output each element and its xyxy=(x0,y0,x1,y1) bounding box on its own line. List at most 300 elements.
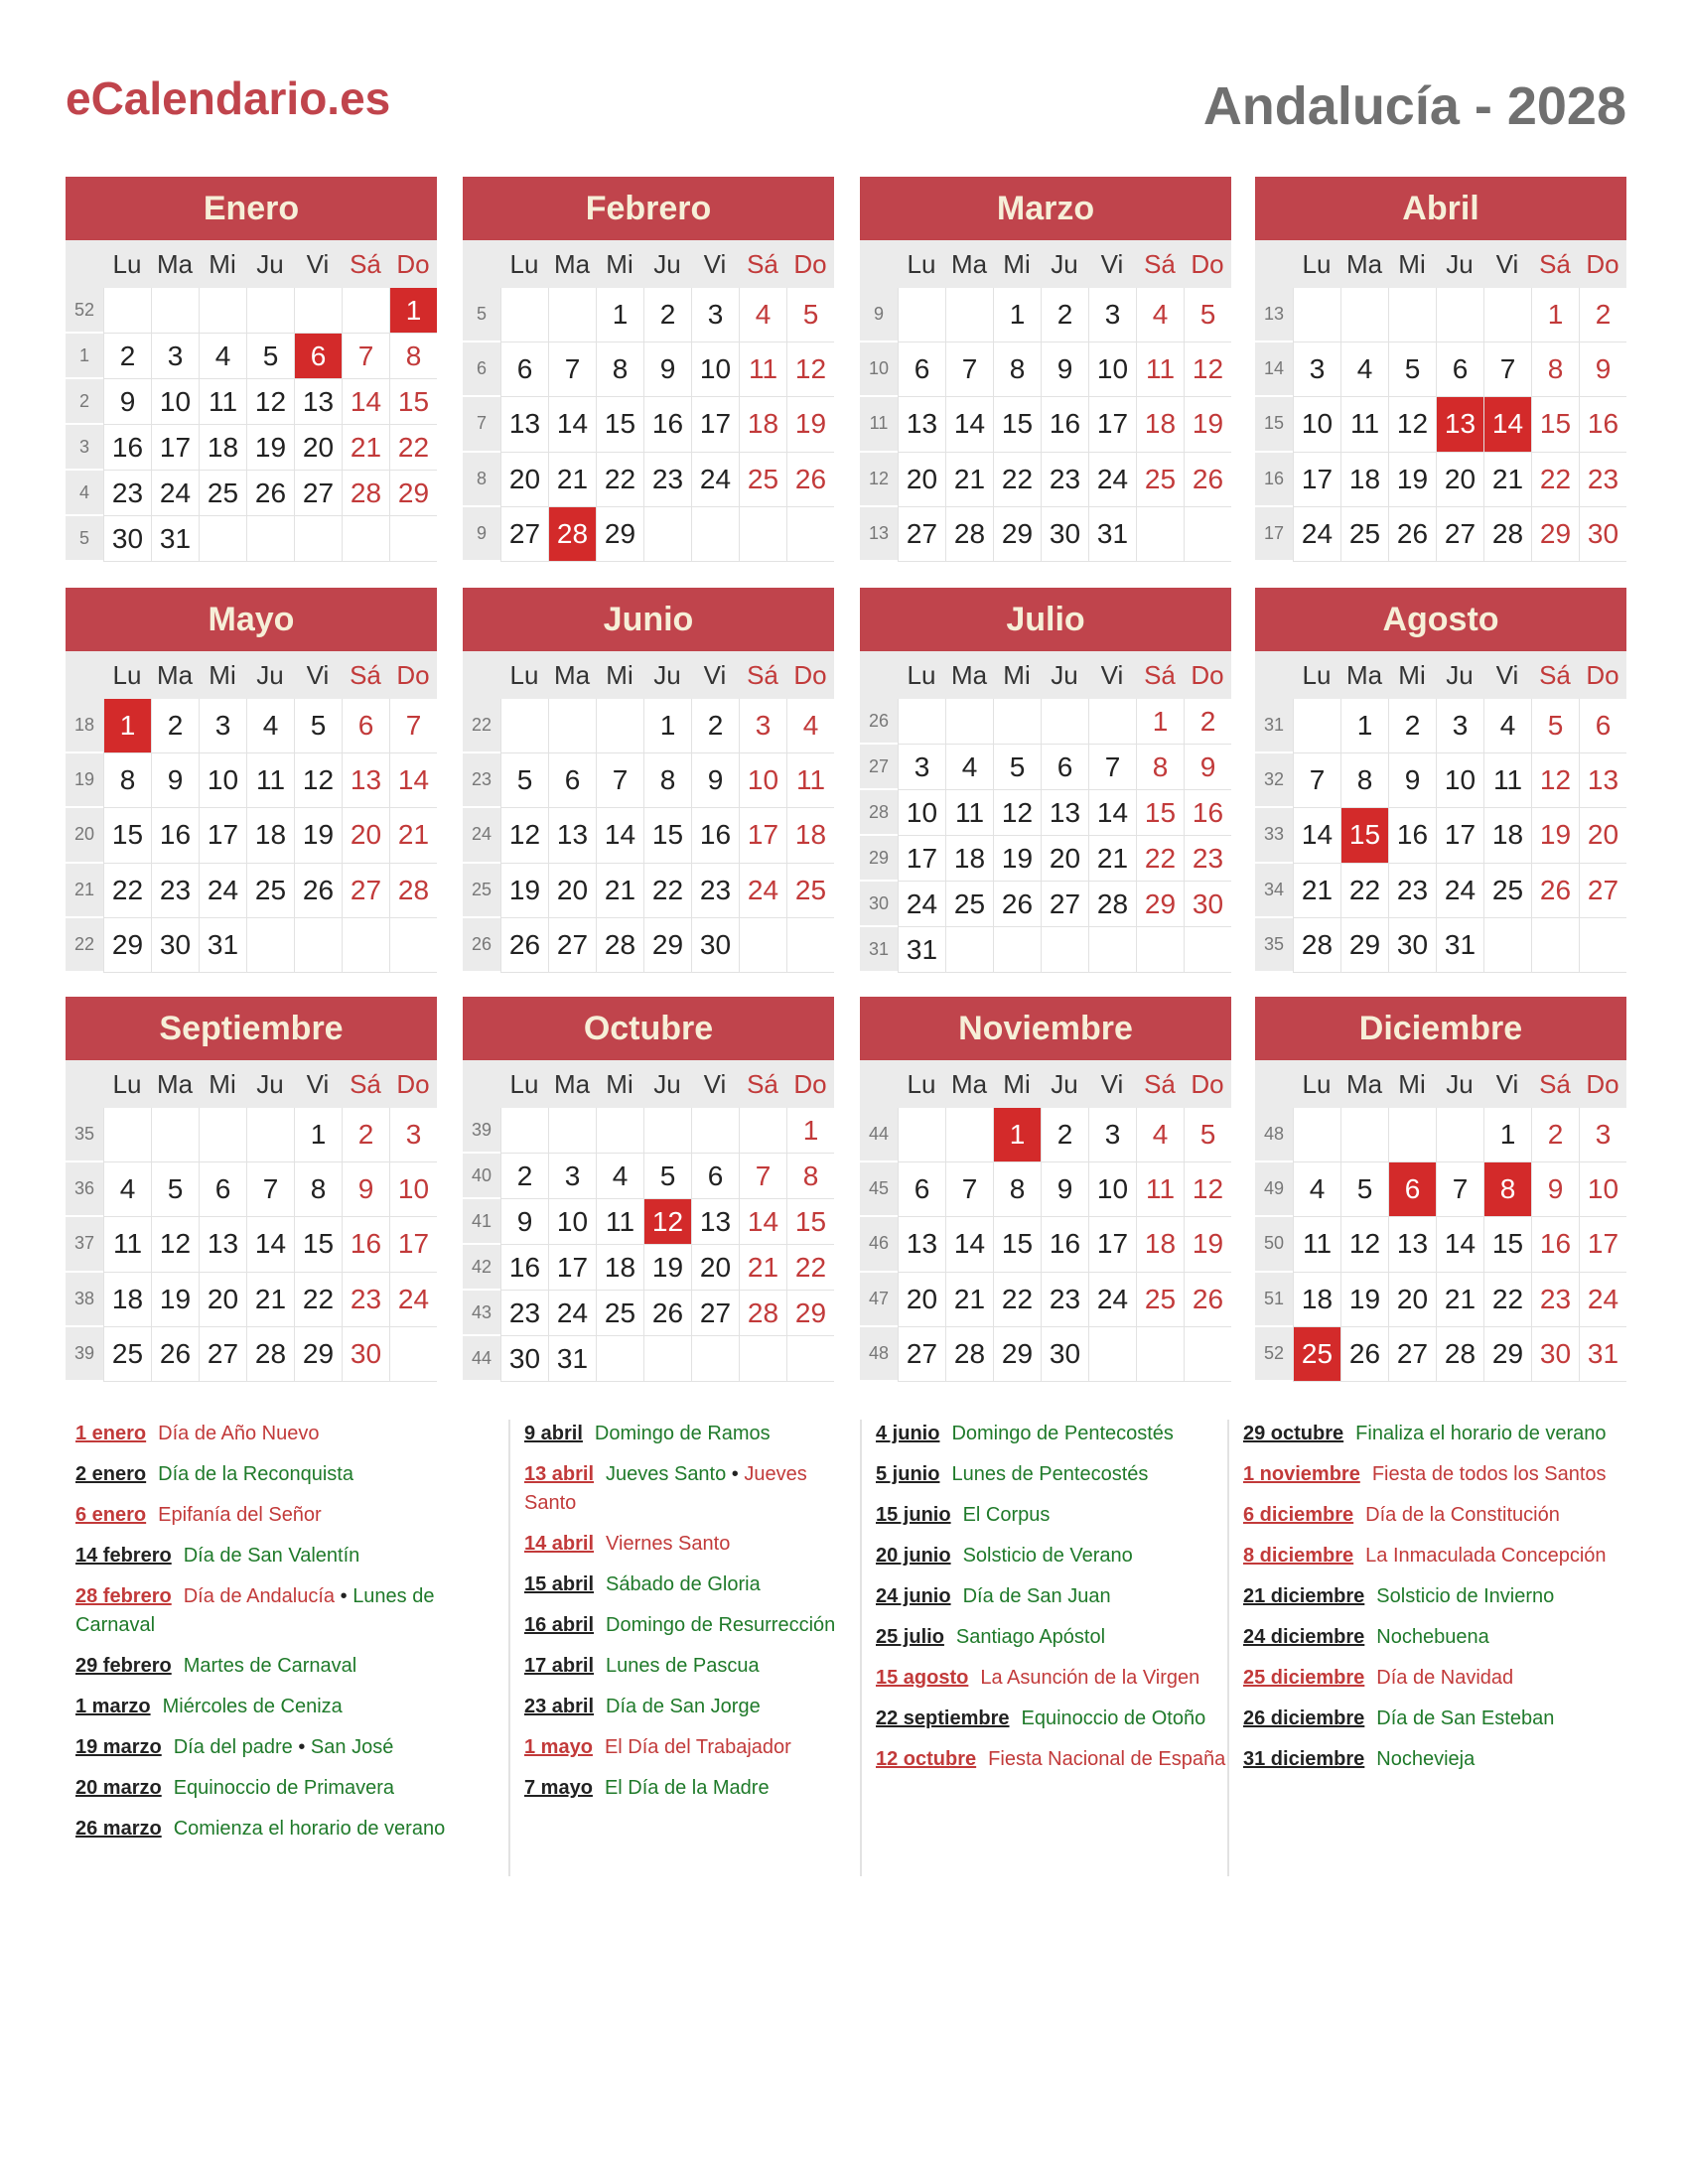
day-cell[interactable]: 12 xyxy=(1184,1162,1231,1217)
day-cell[interactable]: 15 xyxy=(993,1217,1041,1272)
day-cell[interactable]: 5 xyxy=(151,1162,199,1217)
day-cell[interactable]: 1 xyxy=(596,288,643,342)
day-cell[interactable]: 13 xyxy=(898,397,945,452)
day-cell[interactable]: 18 xyxy=(1136,1217,1184,1272)
day-cell[interactable]: 4 xyxy=(739,288,786,342)
day-cell[interactable]: 9 xyxy=(691,753,739,808)
day-cell[interactable]: 3 xyxy=(1088,1108,1136,1162)
day-cell[interactable]: 30 xyxy=(500,1336,548,1382)
event-date[interactable]: 1 noviembre xyxy=(1243,1463,1360,1485)
day-cell[interactable]: 22 xyxy=(643,864,691,918)
day-cell[interactable]: 23 xyxy=(500,1291,548,1336)
day-cell[interactable]: 9 xyxy=(500,1199,548,1245)
day-cell[interactable]: 2 xyxy=(151,699,199,753)
day-cell[interactable]: 2 xyxy=(342,1108,389,1162)
day-cell[interactable]: 7 xyxy=(246,1162,294,1217)
event-date[interactable]: 8 diciembre xyxy=(1243,1545,1354,1567)
event-date[interactable]: 15 agosto xyxy=(876,1667,969,1689)
day-cell[interactable]: 8 xyxy=(596,342,643,397)
day-cell[interactable]: 29 xyxy=(1531,507,1579,562)
day-cell[interactable]: 11 xyxy=(945,790,993,836)
day-cell[interactable]: 17 xyxy=(1579,1217,1626,1272)
day-cell[interactable]: 20 xyxy=(1041,836,1088,882)
day-cell[interactable]: 11 xyxy=(1136,1162,1184,1217)
day-cell[interactable]: 14 xyxy=(945,397,993,452)
day-cell[interactable]: 13 xyxy=(898,1217,945,1272)
day-cell[interactable]: 17 xyxy=(199,808,246,863)
day-cell[interactable]: 6 xyxy=(1436,342,1483,397)
day-cell[interactable]: 3 xyxy=(389,1108,437,1162)
day-cell[interactable]: 9 xyxy=(1041,1162,1088,1217)
day-cell[interactable]: 27 xyxy=(1436,507,1483,562)
day-cell[interactable]: 21 xyxy=(389,808,437,863)
day-cell[interactable]: 16 xyxy=(1531,1217,1579,1272)
day-cell[interactable]: 28 xyxy=(1483,507,1531,562)
day-cell[interactable]: 11 xyxy=(786,753,834,808)
day-cell[interactable]: 7 xyxy=(389,699,437,753)
event-date[interactable]: 20 junio xyxy=(876,1545,951,1567)
day-cell[interactable]: 11 xyxy=(1136,342,1184,397)
day-cell[interactable]: 24 xyxy=(199,864,246,918)
day-cell[interactable]: 24 xyxy=(1579,1273,1626,1327)
day-cell[interactable]: 31 xyxy=(1436,918,1483,973)
day-cell[interactable]: 24 xyxy=(898,882,945,927)
day-cell[interactable]: 9 xyxy=(1579,342,1626,397)
day-cell[interactable]: 2 xyxy=(1041,288,1088,342)
day-cell[interactable]: 23 xyxy=(1531,1273,1579,1327)
day-cell[interactable]: 4 xyxy=(786,699,834,753)
day-cell[interactable]: 7 xyxy=(1293,753,1340,808)
holiday-day[interactable]: 12 xyxy=(643,1199,691,1245)
day-cell[interactable]: 9 xyxy=(643,342,691,397)
event-date[interactable]: 22 septiembre xyxy=(876,1707,1010,1729)
day-cell[interactable]: 5 xyxy=(993,745,1041,790)
day-cell[interactable]: 24 xyxy=(1088,453,1136,507)
day-cell[interactable]: 29 xyxy=(786,1291,834,1336)
day-cell[interactable]: 9 xyxy=(1041,342,1088,397)
day-cell[interactable]: 5 xyxy=(1184,1108,1231,1162)
day-cell[interactable]: 21 xyxy=(596,864,643,918)
day-cell[interactable]: 25 xyxy=(1136,1273,1184,1327)
day-cell[interactable]: 1 xyxy=(786,1108,834,1154)
day-cell[interactable]: 4 xyxy=(596,1154,643,1199)
event-date[interactable]: 29 octubre xyxy=(1243,1423,1344,1444)
day-cell[interactable]: 13 xyxy=(1388,1217,1436,1272)
day-cell[interactable]: 13 xyxy=(1041,790,1088,836)
day-cell[interactable]: 22 xyxy=(103,864,151,918)
day-cell[interactable]: 6 xyxy=(199,1162,246,1217)
day-cell[interactable]: 19 xyxy=(151,1273,199,1327)
event-date[interactable]: 24 junio xyxy=(876,1585,951,1607)
day-cell[interactable]: 15 xyxy=(389,379,437,425)
holiday-day[interactable]: 6 xyxy=(294,334,342,379)
day-cell[interactable]: 21 xyxy=(739,1245,786,1291)
day-cell[interactable]: 10 xyxy=(548,1199,596,1245)
day-cell[interactable]: 13 xyxy=(199,1217,246,1272)
day-cell[interactable]: 9 xyxy=(1531,1162,1579,1217)
day-cell[interactable]: 2 xyxy=(1184,699,1231,745)
day-cell[interactable]: 6 xyxy=(548,753,596,808)
day-cell[interactable]: 26 xyxy=(151,1327,199,1382)
day-cell[interactable]: 1 xyxy=(1483,1108,1531,1162)
day-cell[interactable]: 19 xyxy=(1388,453,1436,507)
day-cell[interactable]: 22 xyxy=(389,425,437,471)
event-date[interactable]: 25 diciembre xyxy=(1243,1667,1365,1689)
day-cell[interactable]: 29 xyxy=(1136,882,1184,927)
day-cell[interactable]: 8 xyxy=(1136,745,1184,790)
day-cell[interactable]: 8 xyxy=(786,1154,834,1199)
day-cell[interactable]: 23 xyxy=(691,864,739,918)
day-cell[interactable]: 24 xyxy=(389,1273,437,1327)
day-cell[interactable]: 18 xyxy=(1136,397,1184,452)
day-cell[interactable]: 15 xyxy=(643,808,691,863)
day-cell[interactable]: 20 xyxy=(1388,1273,1436,1327)
day-cell[interactable]: 8 xyxy=(103,753,151,808)
event-date[interactable]: 25 julio xyxy=(876,1626,944,1648)
day-cell[interactable]: 25 xyxy=(945,882,993,927)
day-cell[interactable]: 14 xyxy=(342,379,389,425)
event-date[interactable]: 12 octubre xyxy=(876,1748,977,1770)
day-cell[interactable]: 26 xyxy=(1388,507,1436,562)
day-cell[interactable]: 11 xyxy=(199,379,246,425)
day-cell[interactable]: 3 xyxy=(548,1154,596,1199)
day-cell[interactable]: 18 xyxy=(739,397,786,452)
day-cell[interactable]: 10 xyxy=(739,753,786,808)
day-cell[interactable]: 21 xyxy=(548,453,596,507)
day-cell[interactable]: 14 xyxy=(1293,808,1340,863)
day-cell[interactable]: 13 xyxy=(342,753,389,808)
day-cell[interactable]: 30 xyxy=(151,918,199,973)
day-cell[interactable]: 28 xyxy=(246,1327,294,1382)
day-cell[interactable]: 5 xyxy=(294,699,342,753)
day-cell[interactable]: 14 xyxy=(389,753,437,808)
day-cell[interactable]: 19 xyxy=(1184,1217,1231,1272)
day-cell[interactable]: 4 xyxy=(1293,1162,1340,1217)
day-cell[interactable]: 24 xyxy=(1436,864,1483,918)
day-cell[interactable]: 14 xyxy=(1088,790,1136,836)
day-cell[interactable]: 14 xyxy=(548,397,596,452)
day-cell[interactable]: 16 xyxy=(103,425,151,471)
day-cell[interactable]: 22 xyxy=(1483,1273,1531,1327)
event-date[interactable]: 5 junio xyxy=(876,1463,940,1485)
day-cell[interactable]: 26 xyxy=(1184,453,1231,507)
day-cell[interactable]: 31 xyxy=(898,927,945,973)
day-cell[interactable]: 12 xyxy=(1531,753,1579,808)
day-cell[interactable]: 14 xyxy=(246,1217,294,1272)
day-cell[interactable]: 6 xyxy=(500,342,548,397)
day-cell[interactable]: 16 xyxy=(643,397,691,452)
day-cell[interactable]: 25 xyxy=(199,471,246,516)
day-cell[interactable]: 4 xyxy=(1483,699,1531,753)
day-cell[interactable]: 13 xyxy=(294,379,342,425)
day-cell[interactable]: 28 xyxy=(945,507,993,562)
day-cell[interactable]: 5 xyxy=(1531,699,1579,753)
day-cell[interactable]: 7 xyxy=(945,1162,993,1217)
day-cell[interactable]: 12 xyxy=(500,808,548,863)
event-date[interactable]: 19 marzo xyxy=(75,1736,162,1758)
event-date[interactable]: 6 enero xyxy=(75,1504,147,1526)
event-date[interactable]: 26 marzo xyxy=(75,1818,162,1840)
day-cell[interactable]: 5 xyxy=(643,1154,691,1199)
day-cell[interactable]: 4 xyxy=(1136,288,1184,342)
event-date[interactable]: 14 abril xyxy=(524,1533,595,1555)
day-cell[interactable]: 5 xyxy=(1184,288,1231,342)
day-cell[interactable]: 25 xyxy=(1340,507,1388,562)
day-cell[interactable]: 24 xyxy=(151,471,199,516)
day-cell[interactable]: 18 xyxy=(1483,808,1531,863)
day-cell[interactable]: 30 xyxy=(1184,882,1231,927)
day-cell[interactable]: 16 xyxy=(1041,397,1088,452)
day-cell[interactable]: 30 xyxy=(103,516,151,562)
day-cell[interactable]: 8 xyxy=(389,334,437,379)
day-cell[interactable]: 2 xyxy=(103,334,151,379)
event-date[interactable]: 21 diciembre xyxy=(1243,1585,1365,1607)
day-cell[interactable]: 1 xyxy=(993,288,1041,342)
day-cell[interactable]: 19 xyxy=(1531,808,1579,863)
day-cell[interactable]: 19 xyxy=(1340,1273,1388,1327)
holiday-day[interactable]: 1 xyxy=(993,1108,1041,1162)
day-cell[interactable]: 6 xyxy=(342,699,389,753)
day-cell[interactable]: 19 xyxy=(246,425,294,471)
day-cell[interactable]: 8 xyxy=(643,753,691,808)
day-cell[interactable]: 20 xyxy=(500,453,548,507)
day-cell[interactable]: 10 xyxy=(691,342,739,397)
day-cell[interactable]: 26 xyxy=(1340,1327,1388,1382)
day-cell[interactable]: 9 xyxy=(151,753,199,808)
day-cell[interactable]: 20 xyxy=(1579,808,1626,863)
day-cell[interactable]: 29 xyxy=(1483,1327,1531,1382)
day-cell[interactable]: 27 xyxy=(1388,1327,1436,1382)
day-cell[interactable]: 20 xyxy=(898,1273,945,1327)
day-cell[interactable]: 26 xyxy=(786,453,834,507)
day-cell[interactable]: 4 xyxy=(945,745,993,790)
holiday-day[interactable]: 25 xyxy=(1293,1327,1340,1382)
day-cell[interactable]: 15 xyxy=(1136,790,1184,836)
day-cell[interactable]: 14 xyxy=(739,1199,786,1245)
day-cell[interactable]: 25 xyxy=(1136,453,1184,507)
day-cell[interactable]: 10 xyxy=(199,753,246,808)
day-cell[interactable]: 11 xyxy=(246,753,294,808)
day-cell[interactable]: 7 xyxy=(1436,1162,1483,1217)
day-cell[interactable]: 18 xyxy=(1340,453,1388,507)
event-date[interactable]: 15 junio xyxy=(876,1504,951,1526)
day-cell[interactable]: 26 xyxy=(500,918,548,973)
day-cell[interactable]: 15 xyxy=(993,397,1041,452)
day-cell[interactable]: 23 xyxy=(643,453,691,507)
day-cell[interactable]: 2 xyxy=(500,1154,548,1199)
holiday-day[interactable]: 1 xyxy=(389,288,437,334)
day-cell[interactable]: 24 xyxy=(1293,507,1340,562)
day-cell[interactable]: 1 xyxy=(1531,288,1579,342)
day-cell[interactable]: 26 xyxy=(1531,864,1579,918)
day-cell[interactable]: 16 xyxy=(500,1245,548,1291)
day-cell[interactable]: 18 xyxy=(596,1245,643,1291)
day-cell[interactable]: 25 xyxy=(1483,864,1531,918)
day-cell[interactable]: 23 xyxy=(1041,453,1088,507)
day-cell[interactable]: 13 xyxy=(548,808,596,863)
day-cell[interactable]: 30 xyxy=(691,918,739,973)
event-date[interactable]: 23 abril xyxy=(524,1696,595,1717)
day-cell[interactable]: 15 xyxy=(294,1217,342,1272)
day-cell[interactable]: 19 xyxy=(786,397,834,452)
day-cell[interactable]: 12 xyxy=(294,753,342,808)
day-cell[interactable]: 20 xyxy=(294,425,342,471)
day-cell[interactable]: 5 xyxy=(500,753,548,808)
event-date[interactable]: 6 diciembre xyxy=(1243,1504,1354,1526)
day-cell[interactable]: 29 xyxy=(1340,918,1388,973)
day-cell[interactable]: 12 xyxy=(1340,1217,1388,1272)
day-cell[interactable]: 5 xyxy=(1340,1162,1388,1217)
day-cell[interactable]: 25 xyxy=(739,453,786,507)
day-cell[interactable]: 8 xyxy=(993,1162,1041,1217)
day-cell[interactable]: 11 xyxy=(1483,753,1531,808)
day-cell[interactable]: 8 xyxy=(993,342,1041,397)
day-cell[interactable]: 3 xyxy=(1436,699,1483,753)
holiday-day[interactable]: 15 xyxy=(1340,808,1388,863)
day-cell[interactable]: 14 xyxy=(596,808,643,863)
holiday-day[interactable]: 14 xyxy=(1483,397,1531,452)
day-cell[interactable]: 3 xyxy=(898,745,945,790)
day-cell[interactable]: 6 xyxy=(1579,699,1626,753)
day-cell[interactable]: 21 xyxy=(1436,1273,1483,1327)
day-cell[interactable]: 27 xyxy=(342,864,389,918)
day-cell[interactable]: 7 xyxy=(739,1154,786,1199)
day-cell[interactable]: 16 xyxy=(1388,808,1436,863)
day-cell[interactable]: 16 xyxy=(1579,397,1626,452)
day-cell[interactable]: 4 xyxy=(1136,1108,1184,1162)
day-cell[interactable]: 23 xyxy=(1041,1273,1088,1327)
day-cell[interactable]: 3 xyxy=(1293,342,1340,397)
day-cell[interactable]: 28 xyxy=(945,1327,993,1382)
day-cell[interactable]: 6 xyxy=(898,342,945,397)
day-cell[interactable]: 12 xyxy=(993,790,1041,836)
day-cell[interactable]: 26 xyxy=(1184,1273,1231,1327)
day-cell[interactable]: 29 xyxy=(643,918,691,973)
day-cell[interactable]: 15 xyxy=(596,397,643,452)
day-cell[interactable]: 16 xyxy=(1041,1217,1088,1272)
day-cell[interactable]: 15 xyxy=(103,808,151,863)
day-cell[interactable]: 10 xyxy=(1579,1162,1626,1217)
day-cell[interactable]: 21 xyxy=(1293,864,1340,918)
day-cell[interactable]: 10 xyxy=(151,379,199,425)
day-cell[interactable]: 12 xyxy=(246,379,294,425)
holiday-day[interactable]: 8 xyxy=(1483,1162,1531,1217)
day-cell[interactable]: 29 xyxy=(103,918,151,973)
day-cell[interactable]: 30 xyxy=(1041,1327,1088,1382)
day-cell[interactable]: 21 xyxy=(342,425,389,471)
day-cell[interactable]: 3 xyxy=(1088,288,1136,342)
day-cell[interactable]: 29 xyxy=(993,1327,1041,1382)
event-date[interactable]: 13 abril xyxy=(524,1463,595,1485)
day-cell[interactable]: 28 xyxy=(342,471,389,516)
day-cell[interactable]: 27 xyxy=(691,1291,739,1336)
day-cell[interactable]: 22 xyxy=(596,453,643,507)
day-cell[interactable]: 19 xyxy=(993,836,1041,882)
day-cell[interactable]: 9 xyxy=(342,1162,389,1217)
day-cell[interactable]: 25 xyxy=(596,1291,643,1336)
day-cell[interactable]: 22 xyxy=(1531,453,1579,507)
day-cell[interactable]: 15 xyxy=(786,1199,834,1245)
day-cell[interactable]: 7 xyxy=(1483,342,1531,397)
day-cell[interactable]: 6 xyxy=(898,1162,945,1217)
event-date[interactable]: 20 marzo xyxy=(75,1777,162,1799)
day-cell[interactable]: 4 xyxy=(1340,342,1388,397)
day-cell[interactable]: 15 xyxy=(1483,1217,1531,1272)
day-cell[interactable]: 18 xyxy=(786,808,834,863)
day-cell[interactable]: 4 xyxy=(199,334,246,379)
day-cell[interactable]: 12 xyxy=(1388,397,1436,452)
day-cell[interactable]: 21 xyxy=(945,453,993,507)
day-cell[interactable]: 27 xyxy=(898,507,945,562)
day-cell[interactable]: 3 xyxy=(199,699,246,753)
day-cell[interactable]: 5 xyxy=(246,334,294,379)
day-cell[interactable]: 23 xyxy=(342,1273,389,1327)
day-cell[interactable]: 27 xyxy=(294,471,342,516)
day-cell[interactable]: 30 xyxy=(1531,1327,1579,1382)
day-cell[interactable]: 29 xyxy=(294,1327,342,1382)
day-cell[interactable]: 13 xyxy=(1579,753,1626,808)
day-cell[interactable]: 17 xyxy=(1088,1217,1136,1272)
day-cell[interactable]: 31 xyxy=(548,1336,596,1382)
day-cell[interactable]: 27 xyxy=(1579,864,1626,918)
day-cell[interactable]: 10 xyxy=(1293,397,1340,452)
event-date[interactable]: 7 mayo xyxy=(524,1777,593,1799)
day-cell[interactable]: 10 xyxy=(1088,1162,1136,1217)
day-cell[interactable]: 3 xyxy=(739,699,786,753)
day-cell[interactable]: 20 xyxy=(898,453,945,507)
day-cell[interactable]: 27 xyxy=(898,1327,945,1382)
day-cell[interactable]: 9 xyxy=(103,379,151,425)
day-cell[interactable]: 17 xyxy=(548,1245,596,1291)
day-cell[interactable]: 20 xyxy=(199,1273,246,1327)
day-cell[interactable]: 28 xyxy=(1088,882,1136,927)
day-cell[interactable]: 17 xyxy=(691,397,739,452)
day-cell[interactable]: 18 xyxy=(1293,1273,1340,1327)
day-cell[interactable]: 29 xyxy=(389,471,437,516)
event-date[interactable]: 4 junio xyxy=(876,1423,940,1444)
day-cell[interactable]: 21 xyxy=(246,1273,294,1327)
day-cell[interactable]: 26 xyxy=(993,882,1041,927)
day-cell[interactable]: 26 xyxy=(246,471,294,516)
day-cell[interactable]: 1 xyxy=(1340,699,1388,753)
day-cell[interactable]: 10 xyxy=(898,790,945,836)
day-cell[interactable]: 7 xyxy=(945,342,993,397)
day-cell[interactable]: 25 xyxy=(246,864,294,918)
site-logo[interactable]: eCalendario.es xyxy=(66,72,391,124)
event-date[interactable]: 1 enero xyxy=(75,1423,147,1444)
day-cell[interactable]: 20 xyxy=(1436,453,1483,507)
day-cell[interactable]: 7 xyxy=(596,753,643,808)
day-cell[interactable]: 30 xyxy=(1041,507,1088,562)
day-cell[interactable]: 30 xyxy=(1579,507,1626,562)
event-date[interactable]: 14 febrero xyxy=(75,1545,172,1567)
day-cell[interactable]: 12 xyxy=(151,1217,199,1272)
day-cell[interactable]: 3 xyxy=(151,334,199,379)
day-cell[interactable]: 17 xyxy=(1293,453,1340,507)
day-cell[interactable]: 16 xyxy=(691,808,739,863)
day-cell[interactable]: 23 xyxy=(151,864,199,918)
day-cell[interactable]: 28 xyxy=(389,864,437,918)
day-cell[interactable]: 20 xyxy=(691,1245,739,1291)
day-cell[interactable]: 6 xyxy=(1041,745,1088,790)
day-cell[interactable]: 29 xyxy=(596,507,643,562)
holiday-day[interactable]: 1 xyxy=(103,699,151,753)
day-cell[interactable]: 28 xyxy=(596,918,643,973)
day-cell[interactable]: 31 xyxy=(1579,1327,1626,1382)
day-cell[interactable]: 31 xyxy=(1088,507,1136,562)
day-cell[interactable]: 24 xyxy=(1088,1273,1136,1327)
day-cell[interactable]: 1 xyxy=(294,1108,342,1162)
